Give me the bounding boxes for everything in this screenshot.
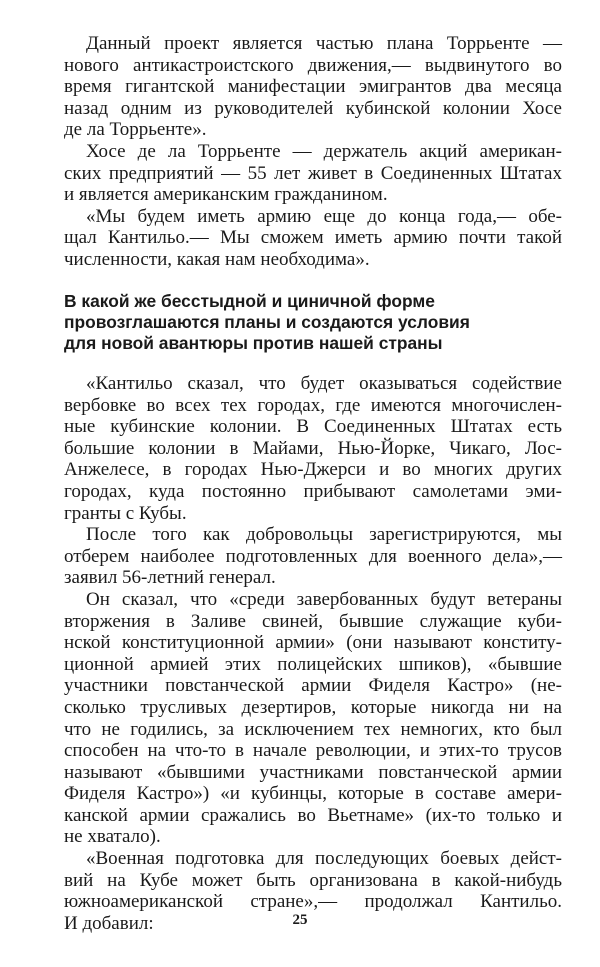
text-line: Хосе де ла Торрьенте — держатель акций американ- (86, 140, 562, 162)
text-line: что не годились, за исключением тех немногих, кто был (64, 718, 562, 740)
section-heading (64, 291, 562, 354)
page-number: 25 (292, 912, 308, 928)
text-line: вий на Кубе может быть организована в какой-нибудь (64, 869, 562, 891)
text-line: время гигантской манифестации эмигрантов два месяца (64, 76, 562, 98)
text-line: щал Кантильо.— Мы сможем иметь армию почти такой (64, 227, 562, 249)
text-line: нской конституционной армии» (они называют конститу- (64, 632, 562, 654)
text-line: назад одним из руководителей кубинской колонии Хосе (64, 97, 562, 119)
text-line: большие колонии в Майами, Нью-Йорке, Чикаго, Лос- (64, 437, 562, 459)
text-line: И добавил: (64, 912, 154, 934)
text-line: сколько трусливых дезертиров, которые никогда ни на (64, 696, 562, 718)
text-line: Анжелесе, в городах Нью-Джерси и во многих других (64, 459, 562, 481)
text-line: вторжения в Заливе свиней, бывшие служащие куби- (64, 610, 562, 632)
text-line: участники повстанческой армии Фиделя Кастро» (не- (64, 675, 562, 697)
heading-line: В какой же бесстыдной и циничной форме (64, 291, 435, 311)
text-line: численности, какая нам необходима». (64, 248, 370, 270)
text-line: «Кантильо сказал, что будет оказываться содействие (86, 373, 562, 394)
text-line: де ла Торрьенте». (64, 119, 207, 141)
text-line: Фиделя Кастро») «и кубинцы, которые в составе амери- (64, 783, 562, 805)
text-line: вербовке во всех тех городах, где имеются многочислен- (64, 394, 562, 416)
heading-line: провозглашаются планы и создаются условия (64, 312, 470, 332)
text-line: ные кубинские колонии. В Соединенных Штатах есть (64, 416, 562, 438)
text-block-top (64, 33, 562, 271)
text-line: называют «бывшими участниками повстанческой армии (64, 761, 562, 783)
text-line: заявил 56-летний генерал. (64, 567, 276, 589)
text-line: ских предприятий — 55 лет живет в Соединенных Штатах (64, 162, 562, 184)
text-line: ционной армией этих полицейских шпиков), «бывшие (64, 653, 562, 675)
text-line: Данный проект является частью плана Торрьенте — (86, 33, 562, 54)
text-line: южноамериканской стране»,— продолжал Кантильо. (64, 891, 562, 913)
text-line: Он сказал, что «среди завербованных будут ветераны (86, 588, 562, 610)
heading-line: для новой авантюры против нашей страны (64, 333, 443, 353)
text-line: нового антикастроистского движения,— выдвинутого во (64, 54, 562, 76)
text-line: канской армии сражались во Вьетнаме» (их-то только и (64, 804, 562, 826)
text-line: и является американским гражданином. (64, 184, 388, 206)
text-line: гранты с Кубы. (64, 502, 187, 524)
text-line: «Мы будем иметь армию еще до конца года,— обе- (86, 205, 562, 227)
text-line: не хватало). (64, 826, 161, 848)
text-line: После того как добровольцы зарегистрируются, мы (86, 524, 562, 546)
text-block-bottom (64, 373, 562, 934)
text-line: «Военная подготовка для последующих боевых дейст- (86, 848, 562, 870)
text-line: отберем наиболее подготовленных для военного дела»,— (64, 545, 562, 567)
text-line: способен на что-то в начале революции, и этих-то трусов (64, 740, 562, 762)
text-line: городах, куда постоянно прибывают самолетами эми- (64, 480, 562, 502)
